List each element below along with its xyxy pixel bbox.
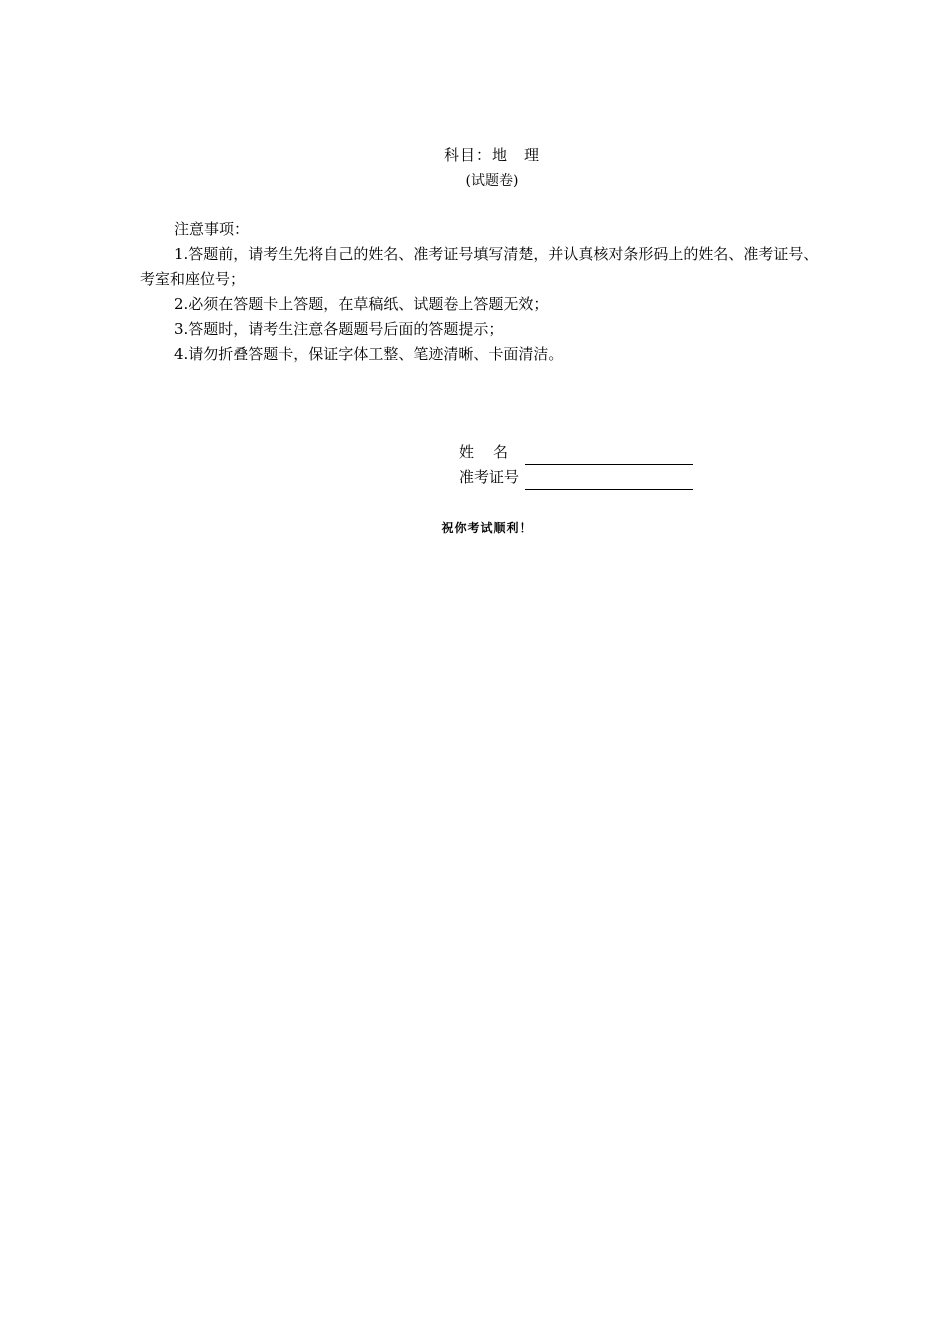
- notice-item: 1.答题前，请考生先将自己的姓名、准考证号填写清楚，并认真核对条形码上的姓名、准考证号、考室和座位号；: [140, 245, 819, 288]
- id-field-row: [459, 465, 693, 490]
- id-field-label: 准考证号: [459, 468, 520, 486]
- subject-title: 科目：地 理: [443, 146, 540, 164]
- good-luck-message: 祝你考试顺利！: [441, 521, 533, 535]
- notice-item: 3.答题时，请考生注意各题题号后面的答题提示；: [174, 320, 504, 338]
- notice-heading: 注意事项：: [174, 220, 250, 238]
- id-field-line[interactable]: [525, 470, 693, 490]
- candidate-info-fields: [459, 440, 693, 490]
- name-field-line[interactable]: [525, 445, 693, 465]
- paper-type-label: (试题卷): [465, 173, 519, 189]
- notice-item: 4.请勿折叠答题卡，保证字体工整、笔迹清晰、卡面清洁。: [174, 345, 564, 363]
- notice-section: [140, 217, 820, 367]
- name-field-row: [459, 440, 693, 465]
- notice-item: 2.必须在答题卡上答题，在草稿纸、试题卷上答题无效；: [174, 295, 549, 313]
- name-field-label: 姓名: [459, 443, 528, 461]
